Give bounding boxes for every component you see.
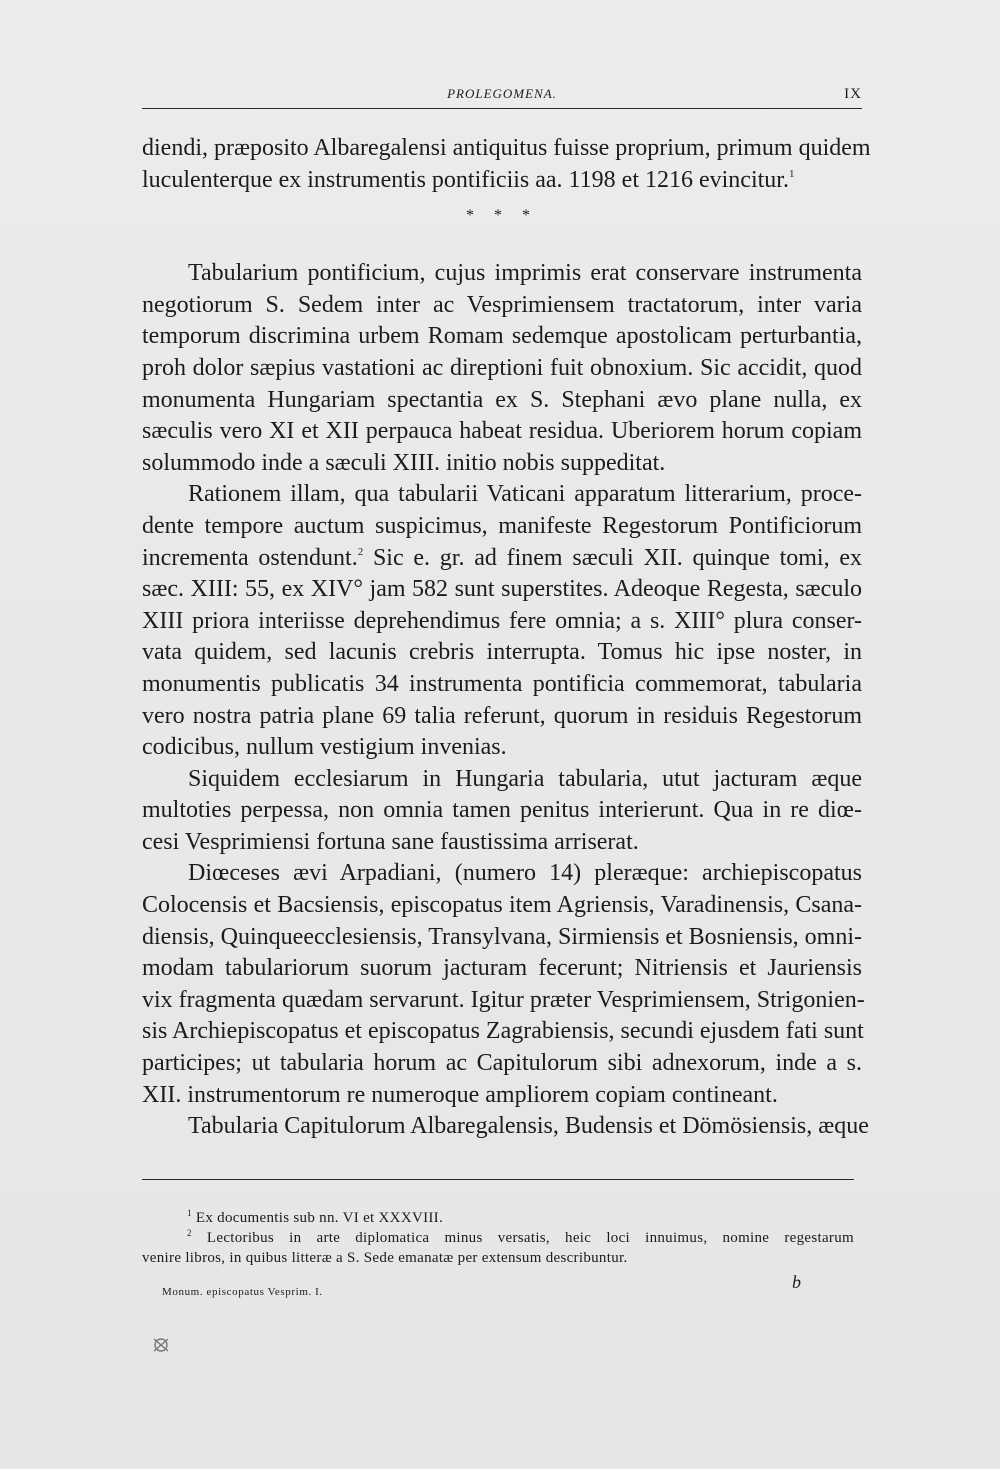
sheet-mark: b (792, 1272, 801, 1292)
text-line (142, 511, 862, 543)
text-line-content: dente tempore auctum suspicimus, manifeste Regestorum Pontificiorum (142, 512, 862, 539)
footnote-mark: 2 (187, 1228, 192, 1238)
text-line (142, 795, 862, 827)
text-line (142, 890, 862, 922)
text-line-content: sis Archiepiscopatus et episcopatus Zagrabiensis, secundi ejusdem fati sunt (142, 1018, 864, 1045)
footnote-text: venire libros, in quibus litteræ a S. Sede emanatæ per extensum describuntur. (142, 1250, 628, 1266)
footnote-text: Ex documentis sub nn. VI et XXXVIII. (191, 1210, 444, 1226)
text-line (142, 543, 862, 575)
text-line (142, 637, 862, 669)
text-line-continuation: Sic e. gr. ad finem sæculi XII. quinque tomi, ex (363, 544, 863, 571)
text-line-content: codicibus, nullum vestigium invenias. (142, 734, 507, 761)
body-text (142, 133, 871, 1143)
footnote-rule (142, 1179, 854, 1180)
running-title: PROLEGOMENA. (447, 86, 557, 101)
corner-mark-icon (150, 1336, 172, 1359)
text-line (142, 353, 862, 385)
text-line-content: diensis, Quinqueecclesiensis, Transylvana, Sirmiensis et Bosniensis, omni- (142, 923, 862, 950)
running-head (142, 84, 862, 109)
text-line-content: sæculis vero XI et XII perpauca habeat residua. Uberiorem horum copiam (142, 418, 862, 445)
text-line (142, 133, 871, 165)
text-line-content: luculenterque ex instrumentis pontificiis aa. 1198 et 1216 evincitur. (142, 166, 789, 193)
text-line-content: Tabularium pontificium, cujus imprimis erat conservare instrumenta (188, 260, 862, 287)
text-line (142, 669, 862, 701)
text-line-content: temporum discrimina urbem Romam sedemque apostolicam perturbantia, (142, 323, 862, 350)
footnote (142, 1208, 854, 1228)
text-line-content: proh dolor sæpius vastationi ac direptioni fuit obnoxium. Sic accidit, quod (142, 354, 862, 381)
text-line (142, 1111, 869, 1143)
signature-line: Monum. episcopatus Vesprim. I. (162, 1286, 323, 1298)
text-line-content: incrementa ostendunt. (142, 544, 358, 571)
text-line-content: XII. instrumentorum re numeroque ampliorem copiam contineant. (142, 1081, 778, 1108)
text-line-content: XIII priora interiisse deprehendimus fere omnia; a s. XIII° plura conser- (142, 607, 862, 634)
page-number: IX (844, 86, 862, 102)
footnote-reference[interactable]: 1 (788, 167, 795, 180)
text-line (142, 827, 862, 859)
text-line (142, 1016, 862, 1048)
text-line (142, 732, 862, 764)
section-asterism: * * * (466, 207, 538, 225)
text-line-content: Siquidem ecclesiarum in Hungaria tabularia, utut jacturam æque (188, 765, 862, 792)
text-line (142, 165, 862, 197)
text-line (142, 606, 862, 638)
text-line (142, 258, 862, 290)
text-line (142, 701, 862, 733)
text-line (142, 985, 865, 1017)
text-line (142, 858, 862, 890)
footnote-text: Lectoribus in arte diplomatica minus versatis, heic loci innuimus, nomine regestarum (191, 1230, 854, 1246)
text-line-content: monumentis publicatis 34 instrumenta pontificia commemorat, tabularia (142, 670, 862, 697)
text-line-content: Colocensis et Bacsiensis, episcopatus item Agriensis, Varadinensis, Csana- (142, 892, 862, 919)
text-line-content: participes; ut tabularia horum ac Capitulorum sibi adnexorum, inde a s. (142, 1050, 862, 1077)
text-line-content: solummodo inde a sæculi XIII. initio nobis suppeditat. (142, 449, 666, 476)
text-line (142, 1048, 862, 1080)
text-line-content: multoties perpessa, non omnia tamen penitus interierunt. Qua in re diœ- (142, 797, 862, 824)
text-line-content: monumenta Hungariam spectantia ex S. Stephani ævo plane nulla, ex (142, 386, 862, 413)
text-line (142, 416, 862, 448)
text-line-content: vata quidem, sed lacunis crebris interrupta. Tomus hic ipse noster, in (142, 639, 862, 666)
text-line-content: Rationem illam, qua tabularii Vaticani apparatum litterarium, proce- (188, 481, 862, 508)
text-line (142, 479, 862, 511)
text-line (142, 953, 862, 985)
text-line-content: negotiorum S. Sedem inter ac Vesprimiensem tractatorum, inter varia (142, 291, 862, 318)
text-line (142, 448, 862, 480)
text-line (142, 321, 862, 353)
text-line (142, 385, 862, 417)
footnote-reference[interactable]: 2 (357, 545, 364, 558)
footnotes (142, 1208, 854, 1268)
text-line-content: vero nostra patria plane 69 talia referunt, quorum in residuis Regestorum (142, 702, 862, 729)
footnote-mark: 1 (187, 1208, 192, 1218)
text-line-content: Diœceses ævi Arpadiani, (numero 14) pleræque: archiepiscopatus (188, 860, 862, 887)
text-line-content: cesi Vesprimiensi fortuna sane faustissima arriserat. (142, 828, 639, 855)
text-line (142, 574, 862, 606)
text-line (142, 1080, 862, 1112)
text-line-content: vix fragmenta quædam servarunt. Igitur præter Vesprimiensem, Strigonien- (142, 986, 865, 1013)
text-line (142, 290, 862, 322)
footnote (142, 1248, 854, 1268)
text-line-content: sæc. XIII: 55, ex XIV° jam 582 sunt superstites. Adeoque Regesta, sæculo (142, 576, 862, 603)
footnote (142, 1228, 854, 1248)
text-line (142, 764, 862, 796)
text-line (142, 922, 862, 954)
text-line-content: Tabularia Capitulorum Albaregalensis, Budensis et Dömösiensis, æque (188, 1113, 869, 1140)
text-line-content: modam tabulariorum suorum jacturam fecerunt; Nitriensis et Jauriensis (142, 955, 862, 982)
text-line-content: diendi, præposito Albaregalensi antiquitus fuisse proprium, primum quidem (142, 135, 871, 161)
